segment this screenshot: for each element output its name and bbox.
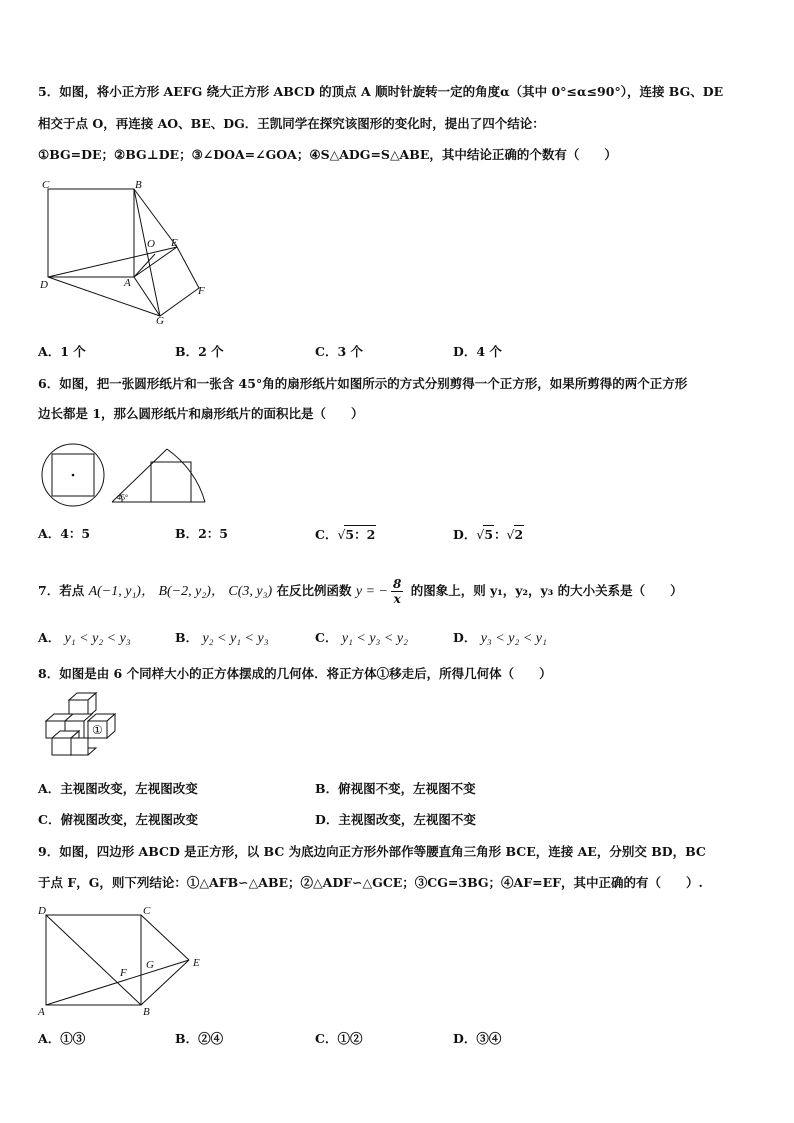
q7-frac-den: x — [393, 592, 401, 606]
q9-label-f: F — [120, 967, 127, 979]
q5-label-a: A — [124, 277, 131, 289]
q5-label-d: D — [40, 279, 48, 291]
q8-option-a[interactable]: A．主视图改变，左视图改变 — [38, 781, 198, 796]
q7-lead: 7．若点 — [38, 583, 85, 598]
q9-option-a[interactable]: A．①③ — [38, 1031, 86, 1046]
q9-option-c[interactable]: C．①② — [315, 1031, 363, 1046]
q6-option-b[interactable]: B．2：5 — [175, 526, 228, 541]
q9-figure — [34, 900, 214, 1020]
q7-func-y: y = − — [355, 584, 388, 599]
q5-line1: 5．如图，将小正方形 AEFG 绕大正方形 ABCD 的顶点 A 顺时针旋转一定的角度α（其中 0°≤α≤90°），连接 BG、DE — [38, 84, 724, 99]
q6-option-d-a: 5 — [484, 527, 494, 542]
q6-angle-label: 45° — [117, 493, 129, 502]
q6-option-c-tail: 5：2 — [345, 527, 376, 542]
q5-option-b[interactable]: B．2 个 — [175, 344, 224, 359]
q6-option-c-label: C． — [315, 527, 338, 542]
q5-label-b: B — [135, 179, 142, 191]
q9-label-e: E — [193, 957, 200, 969]
q7-tail: 的图象上，则 y₁，y₂，y₃ 的大小关系是（ ） — [410, 583, 683, 598]
q5-option-a[interactable]: A．1 个 — [38, 344, 86, 359]
q7-option-a[interactable]: A． y₁ < y₂ < y₃ — [38, 630, 131, 646]
q6-option-d-label: D． — [453, 527, 477, 542]
q6-option-c[interactable]: C．√5：2 — [315, 527, 376, 542]
q9-line2: 于点 F，G，则下列结论：①△AFB∽△ABE；②△ADF∽△GCE；③CG=3BG；④AF=EF，其中正确的有（ ）. — [38, 875, 703, 890]
q5-label-f: F — [198, 285, 205, 297]
q5-label-o: O — [147, 238, 155, 250]
q5-option-c[interactable]: C．3 个 — [315, 344, 363, 359]
q8-option-c[interactable]: C．俯视图改变，左视图改变 — [38, 812, 198, 827]
q7-mid: 在反比例函数 — [276, 583, 352, 598]
q9-option-d[interactable]: D．③④ — [453, 1031, 502, 1046]
q6-option-d-b: 2 — [514, 527, 524, 542]
q8-option-b[interactable]: B．俯视图不变，左视图不变 — [315, 781, 476, 796]
q9-label-a: A — [38, 1006, 45, 1018]
q6-figure — [38, 438, 223, 512]
q6-line2: 边长都是 1，那么圆形纸片和扇形纸片的面积比是（ ） — [38, 406, 364, 421]
q9-label-g: G — [146, 959, 154, 971]
q7-fraction — [391, 577, 403, 606]
q6-option-a[interactable]: A．4：5 — [38, 526, 91, 541]
q9-label-d: D — [38, 905, 46, 917]
q5-line2: 相交于点 O，再连接 AO、BE、DG．王凯同学在探究该图形的变化时，提出了四个结论： — [38, 116, 545, 131]
q8-figure — [38, 690, 128, 780]
q7-line — [38, 577, 683, 606]
q5-label-g: G — [156, 315, 164, 326]
q9-label-c: C — [143, 905, 151, 917]
q8-line1: 8．如图是由 6 个同样大小的正方体摆成的几何体．将正方体①移走后，所得几何体（ ） — [38, 666, 552, 681]
q7-option-b[interactable]: B． y₂ < y₁ < y₃ — [175, 630, 269, 646]
q8-cube-label: ① — [92, 723, 103, 737]
q9-option-b[interactable]: B．②④ — [175, 1031, 224, 1046]
q9-label-b: B — [143, 1006, 150, 1018]
q7-points: A(−1, y₁)， B(−2, y₂)， C(3, y₃) — [88, 584, 273, 599]
q6-option-d[interactable]: D．√5：√2 — [453, 527, 524, 542]
q8-option-d[interactable]: D．主视图改变，左视图不变 — [315, 812, 476, 827]
q9-line1: 9．如图，四边形 ABCD 是正方形，以 BC 为底边向正方形外部作等腰直角三角形 BCE，连接 AE，分别交 BD，BC — [38, 844, 706, 859]
q5-label-c: C — [42, 179, 50, 191]
q6-line1: 6．如图，把一张圆形纸片和一张含 45°角的扇形纸片如图所示的方式分别剪得一个正方形，如果所剪得的两个正方形 — [38, 376, 688, 391]
q7-frac-num: 8 — [392, 577, 402, 591]
q5-option-d[interactable]: D．4 个 — [453, 344, 502, 359]
q7-option-c[interactable]: C． y₁ < y₃ < y₂ — [315, 630, 408, 646]
q5-line3: ①BG=DE；②BG⊥DE；③∠DOA=∠GOA；④S△ADG=S△ABE，其中结论正确的个数有（ ） — [38, 147, 617, 162]
q7-option-d[interactable]: D． y₃ < y₂ < y₁ — [453, 630, 547, 646]
q5-label-e: E — [171, 237, 178, 249]
q5-figure — [38, 176, 218, 326]
